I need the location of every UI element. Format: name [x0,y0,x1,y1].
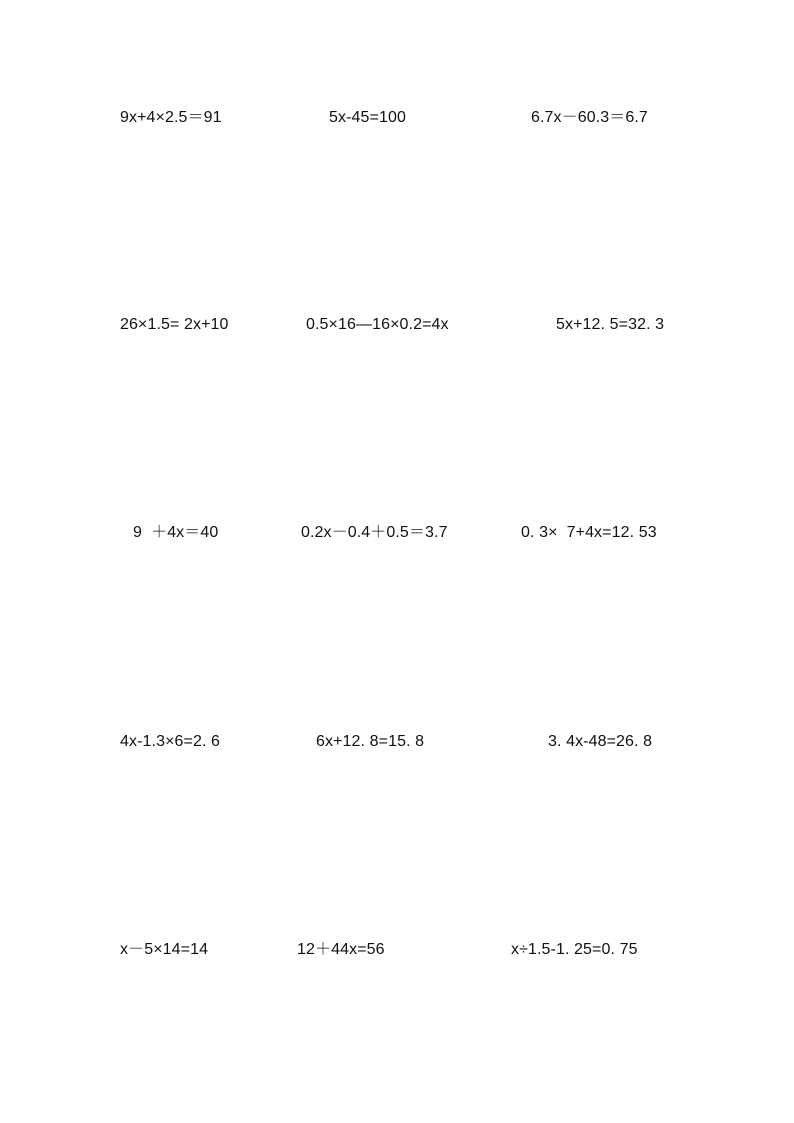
equation-r3-c2: 0.2x－0.4＋0.5＝3.7 [301,524,448,541]
equation-r5-c3: x÷1.5-1. 25=0. 75 [511,941,638,958]
equation-r2-c2: 0.5×16—16×0.2=4x [306,316,449,333]
equation-r2-c1: 26×1.5= 2x+10 [120,316,229,333]
equation-r4-c1: 4x-1.3×6=2. 6 [120,733,221,750]
equation-r1-c3: 6.7x－60.3＝6.7 [531,109,648,126]
equation-r5-c2: 12＋44x=56 [297,941,385,958]
equation-r4-c3: 3. 4x-48=26. 8 [548,733,653,750]
equation-r1-c2: 5x-45=100 [329,109,406,126]
equation-r3-c1: 9 ＋4x＝40 [133,524,219,541]
equation-r2-c3: 5x+12. 5=32. 3 [556,316,665,333]
equation-r4-c2: 6x+12. 8=15. 8 [316,733,425,750]
equation-r1-c1: 9x+4×2.5＝91 [120,109,222,126]
equation-r5-c1: x－5×14=14 [120,941,209,958]
equation-r3-c3: 0. 3× 7+4x=12. 53 [521,524,657,541]
